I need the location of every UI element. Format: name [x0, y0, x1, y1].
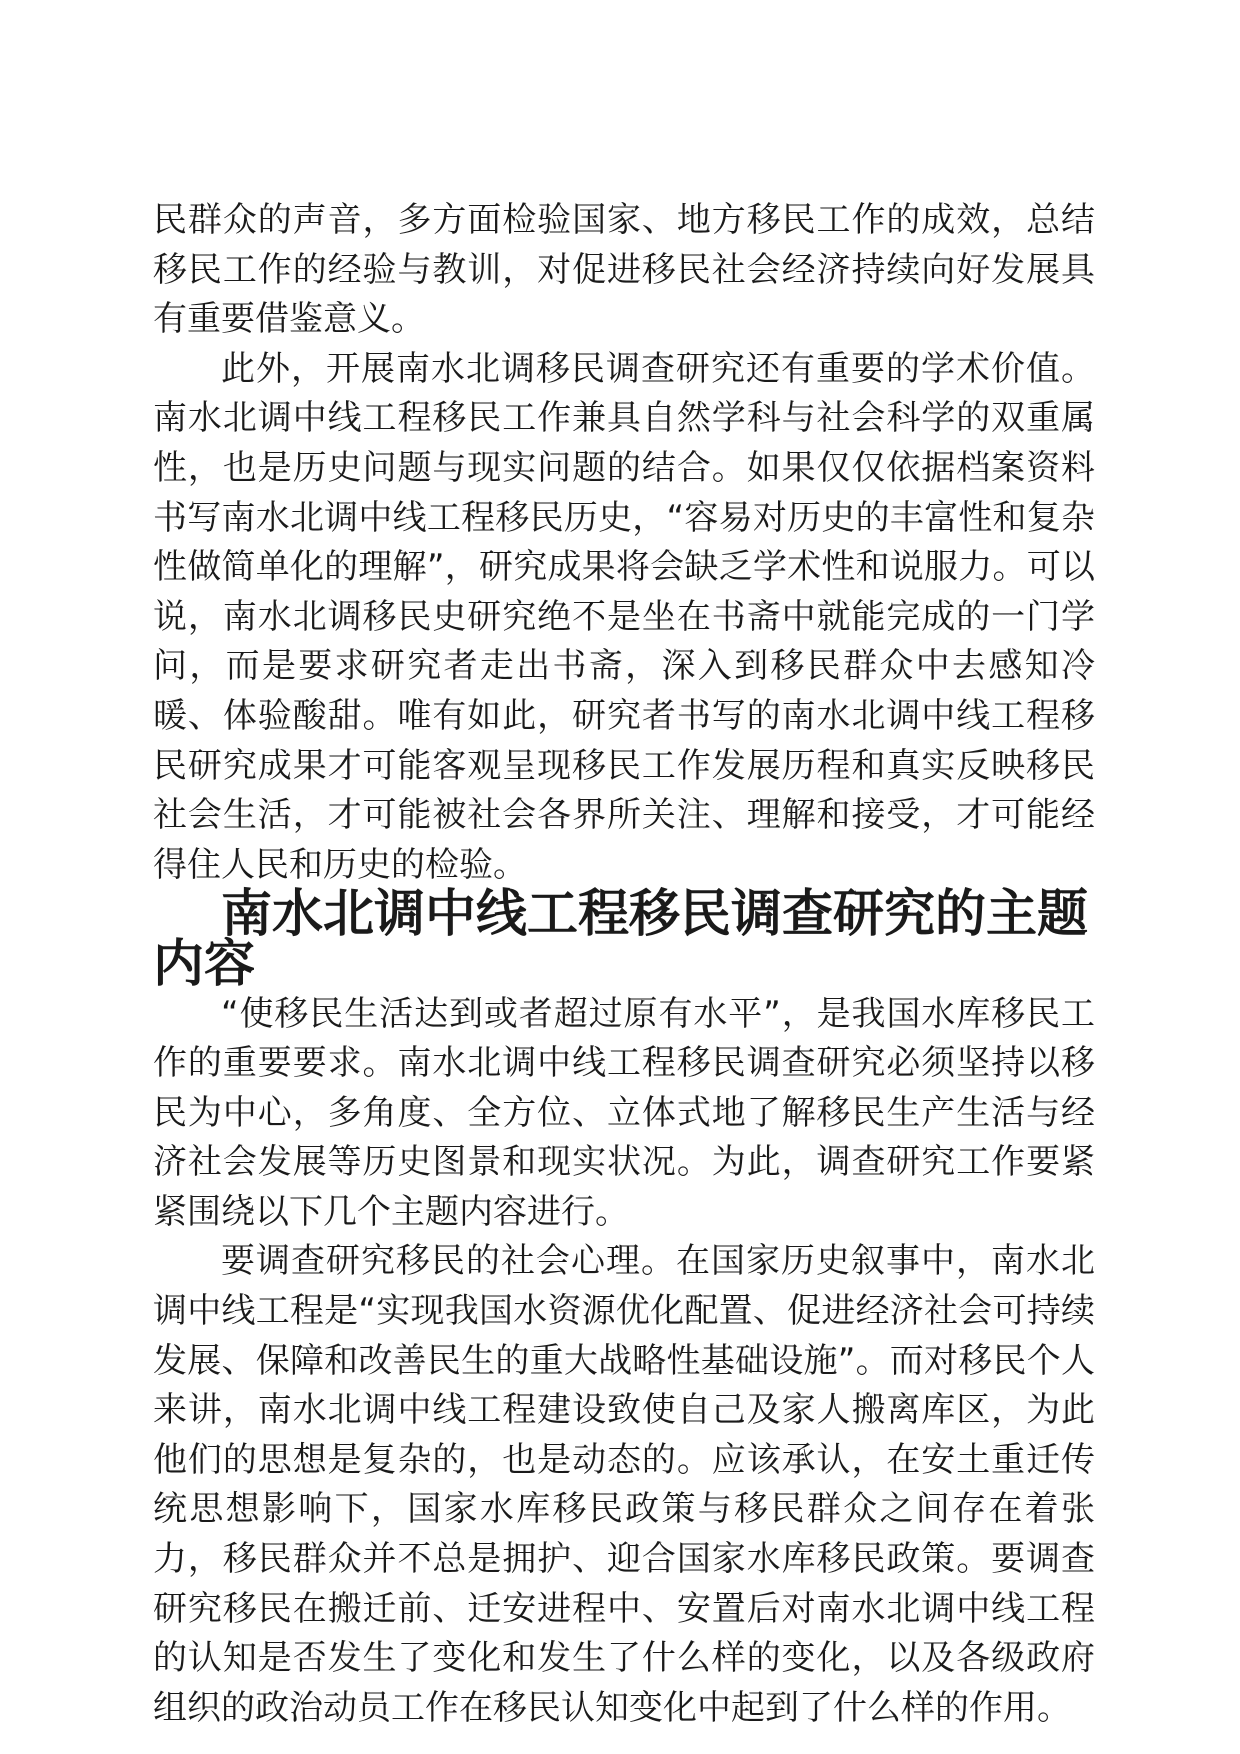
- paragraph-academic-value: 此外，开展南水北调移民调查研究还有重要的学术价值。南水北调中线工程移民工作兼具自然学科与社会科学的双重属性，也是历史问题与现实问题的结合。如果仅仅依据档案资料书写南水北调中线工程移民历史，“容易对历史的丰富性和复杂性做简单化的理解”，研究成果将会缺乏学术性和说服力。可以说，南水北调移民史研究绝不是坐在书斋中就能完成的一门学问，而是要求研究者走出书斋，深入到移民群众中去感知冷暖、体验酸甜。唯有如此，研究者书写的南水北调中线工程移民研究成果才可能客观呈现移民工作发展历程和真实反映移民社会生活，才可能被社会各界所关注、理解和接受，才可能经得住人民和历史的检验。: [153, 348, 1095, 885]
- section-heading: 南水北调中线工程移民调查研究的主题内容: [153, 885, 1089, 994]
- document-page: [153, 196, 1095, 1733]
- paragraph-requirement: “使移民生活达到或者超过原有水平”，是我国水库移民工作的重要要求。南水北调中线工程移民调查研究必须坚持以移民为中心，多角度、全方位、立体式地了解移民生产生活与经济社会发展等历史图景和现实状况。为此，调查研究工作要紧紧围绕以下几个主题内容进行。: [153, 993, 1095, 1232]
- paragraph-continuation: 民群众的声音，多方面检验国家、地方移民工作的成效，总结移民工作的经验与教训，对促进移民社会经济持续向好发展具有重要借鉴意义。: [153, 200, 1095, 340]
- paragraph-social-psychology: 要调查研究移民的社会心理。在国家历史叙事中，南水北调中线工程是“实现我国水资源优化配置、促进经济社会可持续发展、保障和改善民生的重大战略性基础设施”。而对移民个人来讲，南水北调中线工程建设致使自己及家人搬离库区，为此他们的思想是复杂的，也是动态的。应该承认，在安土重迁传统思想影响下，国家水库移民政策与移民群众之间存在着张力，移民群众并不总是拥护、迎合国家水库移民政策。要调查研究移民在搬迁前、迁安进程中、安置后对南水北调中线工程的认知是否发生了变化和发生了什么样的变化，以及各级政府组织的政治动员工作在移民认知变化中起到了什么样的作用。: [153, 1241, 1095, 1728]
